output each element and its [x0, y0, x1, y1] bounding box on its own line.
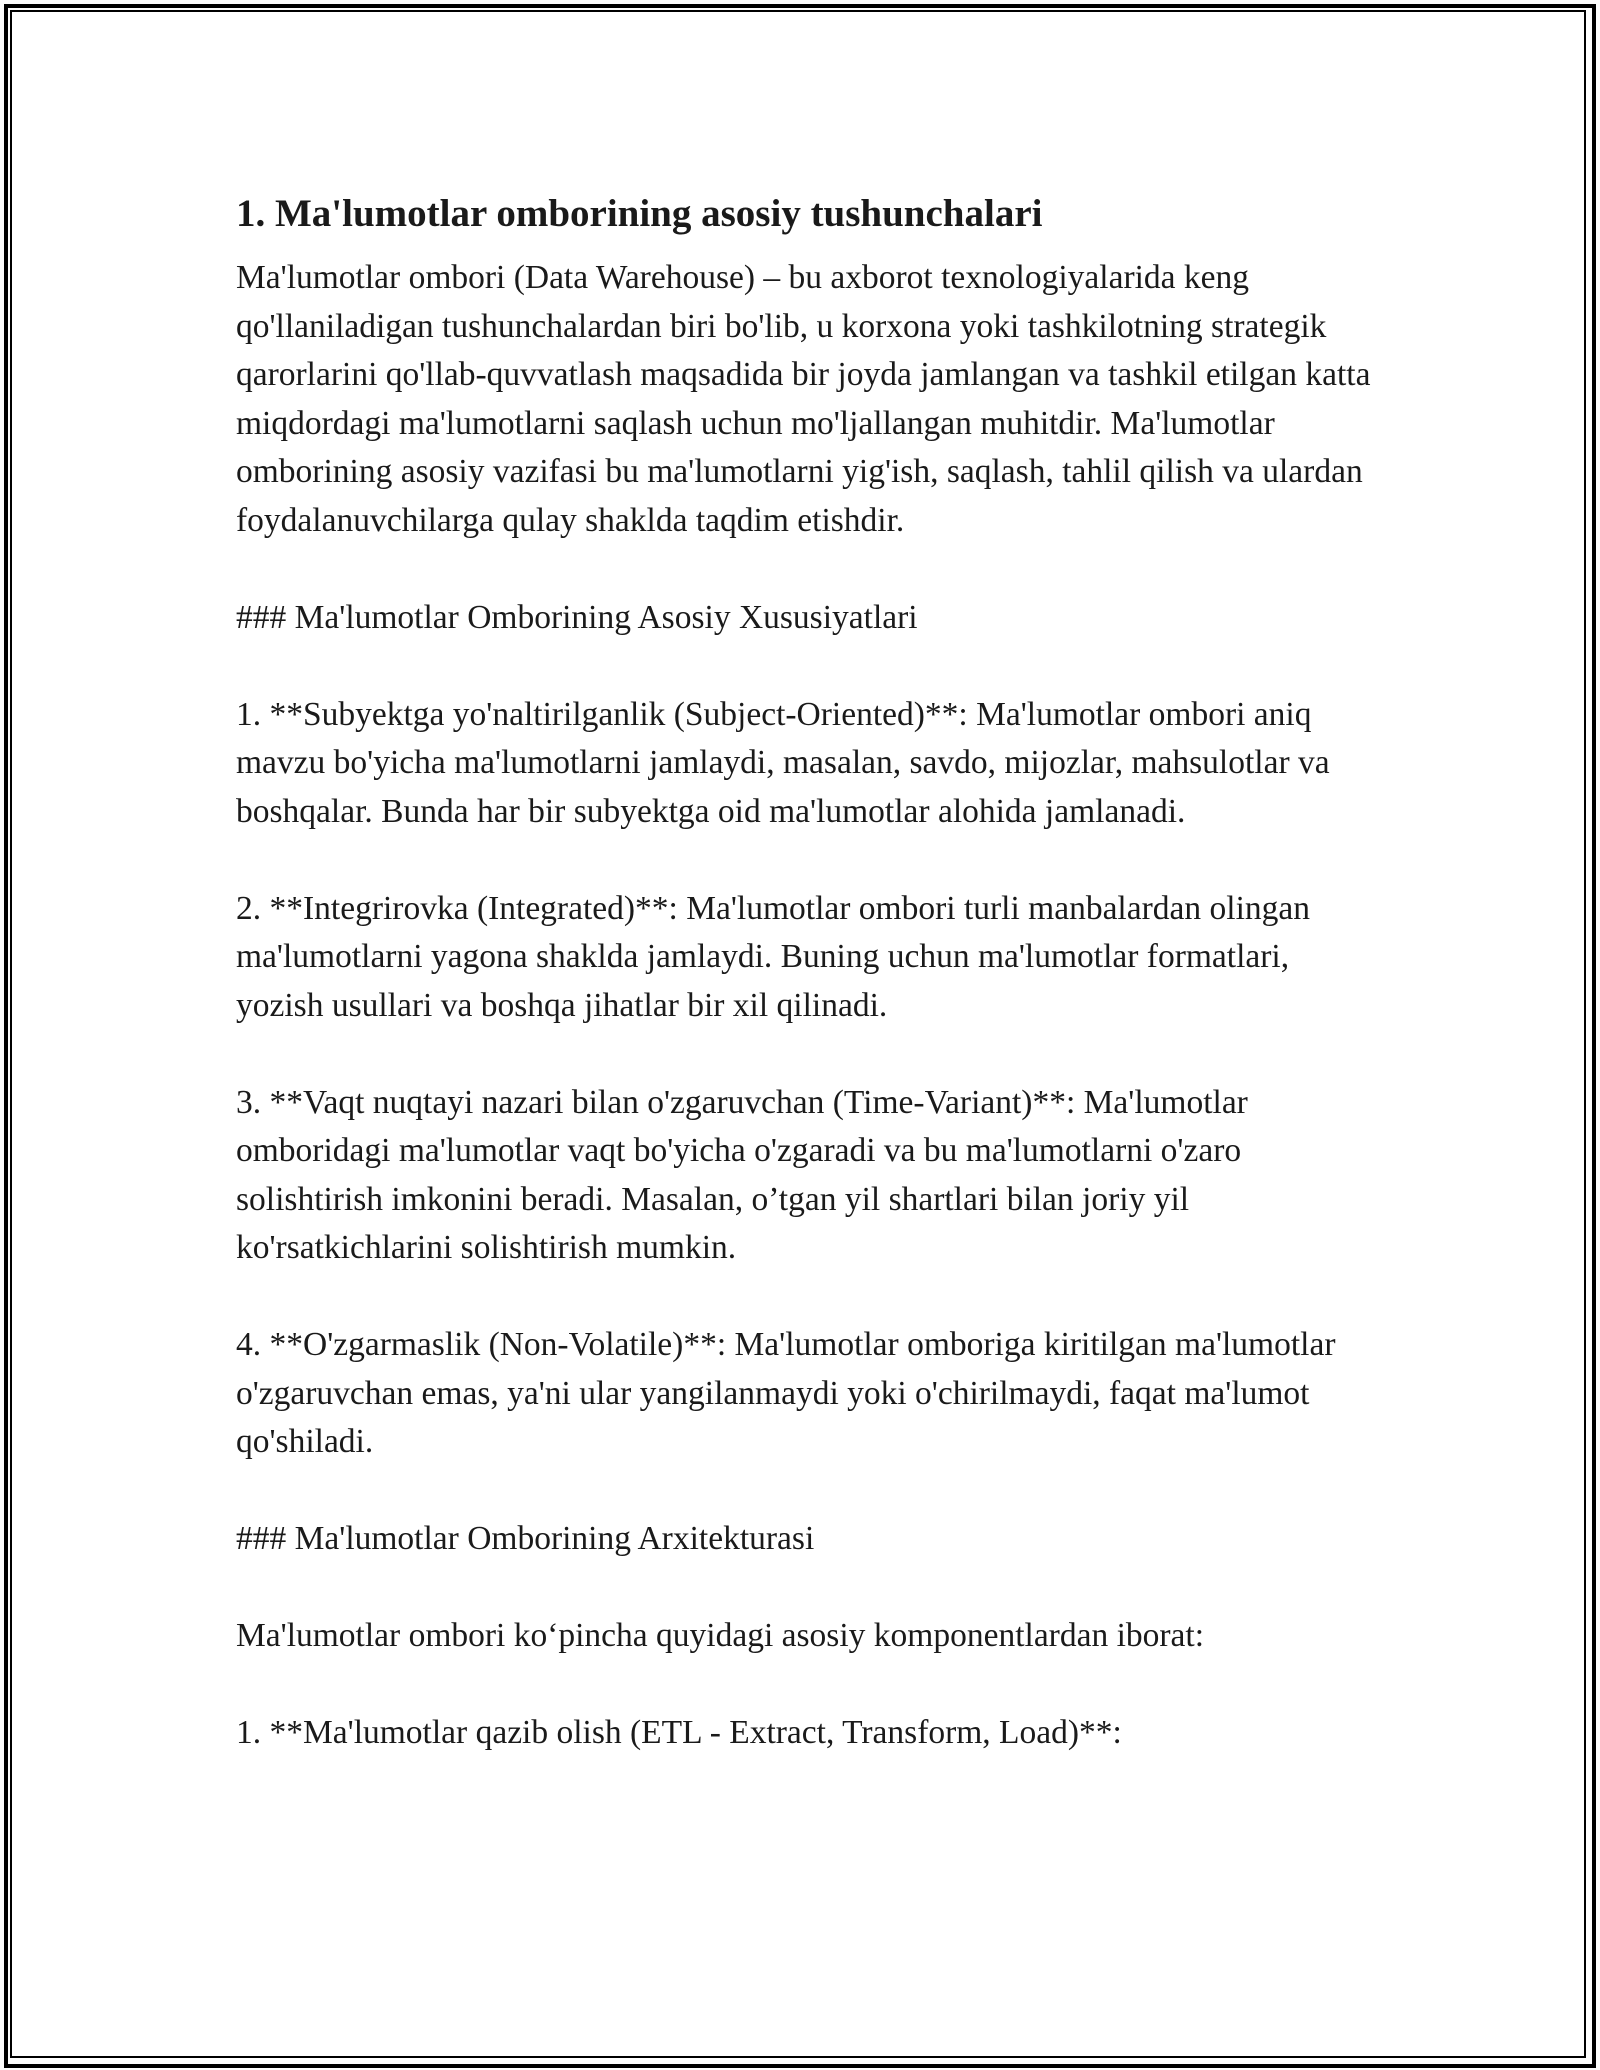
architecture-item-1: 1. **Ma'lumotlar qazib olish (ETL - Extract, Transform, Load)**:	[236, 1714, 1122, 1751]
feature-item-3: 3. **Vaqt nuqtayi nazari bilan o'zgaruvchan (Time-Variant)**: Ma'lumotlar omboridagi ma'lumotlar vaqt bo'yicha o'zgaradi va bu ma'lumotlarni o'zaro solishtirish imkonini beradi. Masalan, o’tgan yil shartlari bilan joriy yil ko'rsatkichlarini solishtirish mumkin.	[236, 1083, 1248, 1266]
document-body	[236, 186, 1376, 1758]
document-title: 1. Ma'lumotlar omborining asosiy tushunchalari	[236, 192, 1043, 235]
feature-item-2: 2. **Integrirovka (Integrated)**: Ma'lumotlar ombori turli manbalardan olingan ma'lumotlarni yagona shaklda jamlaydi. Buning uchun ma'lumotlar formatlari, yozish usullari va boshqa jihatlar bir xil qilinadi.	[236, 889, 1310, 1024]
feature-item-1: 1. **Subyektga yo'naltirilganlik (Subject-Oriented)**: Ma'lumotlar ombori aniq mavzu bo'yicha ma'lumotlarni jamlaydi, masalan, savdo, mijozlar, mahsulotlar va boshqalar. Bunda har bir subyektga oid ma'lumotlar alohida jamlanadi.	[236, 695, 1330, 830]
heading-architecture: ### Ma'lumotlar Omborining Arxitekturasi	[236, 1520, 815, 1557]
intro-paragraph: Ma'lumotlar ombori (Data Warehouse) – bu axborot texnologiyalarida keng qo'llaniladigan tushunchalardan biri bo'lib, u korxona yoki tashkilotning strategik qarorlarini qo'llab-quvvatlash maqsadida bir joyda jamlangan va tashkil etilgan katta miqdordagi ma'lumotlarni saqlash uchun mo'ljallangan muhitdir. Ma'lumotlar omborining asosiy vazifasi bu ma'lumotlarni yig'ish, saqlash, tahlil qilish va ulardan foydalanuvchilarga qulay shaklda taqdim etishdir.	[236, 259, 1371, 539]
feature-item-4: 4. **O'zgarmaslik (Non-Volatile)**: Ma'lumotlar omboriga kiritilgan ma'lumotlar o'zgaruvchan emas, ya'ni ular yangilanmaydi yoki o'chirilmaydi, faqat ma'lumot qo'shiladi.	[236, 1326, 1336, 1460]
heading-features: ### Ma'lumotlar Omborining Asosiy Xususiyatlari	[236, 598, 918, 636]
architecture-intro: Ma'lumotlar ombori ko‘pincha quyidagi asosiy komponentlardan iborat:	[236, 1617, 1205, 1654]
